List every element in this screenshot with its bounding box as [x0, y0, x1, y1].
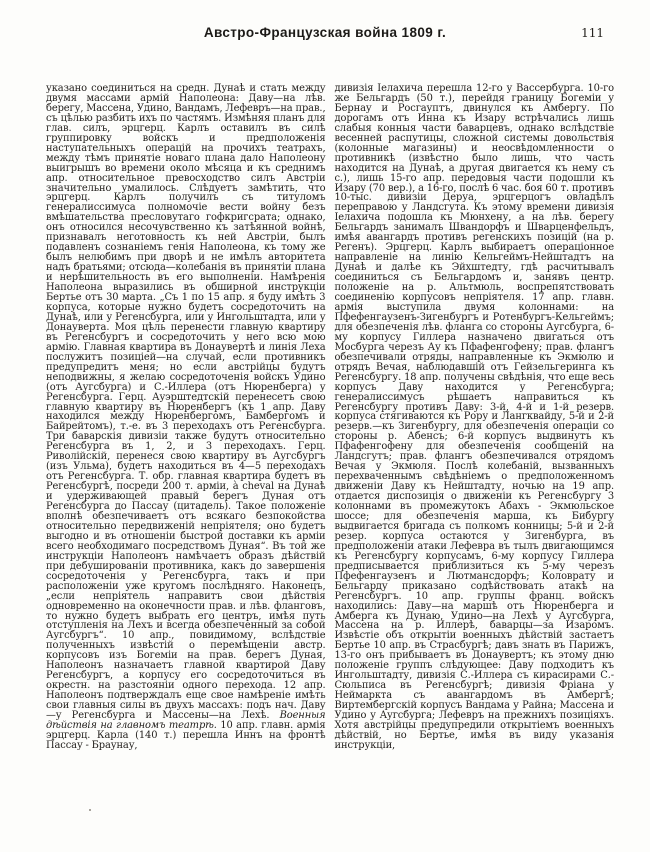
text-columns [46, 84, 614, 751]
running-title: Австро-Французская война 1809 г. [203, 25, 447, 40]
left-column [46, 84, 326, 751]
page-number: 111 [581, 26, 604, 40]
right-column [335, 84, 615, 751]
inline-section-heading: Военныя дѣйствія на главномъ театрѣ. [46, 710, 326, 731]
scan-speck [89, 809, 91, 811]
right-column-text: дивизія Іелахича перешла 12-го у Вассербурга. 10-го же Бельгардъ (50 т.), перейдя границу Богеміи у Бернау и Росгауптъ, двинулся къ Амбергу. По дорогамъ отъ Инна къ Изару встрѣчались лишь слабыя конныя части баварцевъ, однако вслѣдствіе весенней распутицы, сложной системы довольствія (колонные магазины) и неосвѣдомленности о противникѣ (извѣстно было лишь, что часть находится на Дунаѣ, а другая двигается къ нему съ с.), лишь 15-го апр. передовыя части подошли къ Изару (70 вер.), а 16-го, послѣ 6 час. боя 60 т. противъ 10-тыс. дивизіи Деруа, эрцгерцогъ овладѣлъ переправою у Ландсгута. Къ этому времени дивизія Іелахича подошла къ Мюнхену, а на лѣв. берегу Бельгардъ занималъ Швандорфъ и Шварценфельдъ, имѣя авангардъ противъ регенскихъ позицій (на р. Регенъ). Эрцгерц. Карлъ выбираетъ операціонное направленіе на линію Кельгеймъ-Нейштадтъ на Дунаѣ и далѣе къ Эйхштедту, гдѣ расчитывалъ соединиться съ Бельгардомъ и, занявъ центр. положеніе на р. Альтмюль, воспрепятствовать соединенію корпусовъ непріятеля. 17 апр. главн. армія выступила двумя колоннами: на Пфефенгаузенъ-Зигенбургъ и Ротенбургъ-Кельгеймъ; для обезпеченія лѣв. фланга со стороны Аугсбурга, 6-му корпусу Гиллера назначено двигаться отъ Мосбурга черезъ Ау къ Пфафенгофену; прав. флангъ обезпечивали отряды, направленные къ Экмюлю и отрядъ Вечая, наблюдавшій отъ Гейзельгеринга къ Регенсбургу. 18 апр. получены свѣдѣнія, что еще весь корпусъ Даву находится у Регенсбурга; генералиссимусъ рѣшаетъ направиться къ Регенсбургу противъ Даву: 3-й, 4-й и 1-й резерв. корпуса стягиваются къ Рору и Лангквайду, 5-й и 2-й резерв.—къ Зигенбургу, для обезпеченія операціи со стороны р. Абенсъ; 6-й корпусъ выдвинутъ къ Пфафенгофену для обезпеченія сообщеній на Ландсгутъ; прав. флангъ обезпечивался отрядомъ Вечая у Экмюля. Послѣ колебаній, вызванныхъ перехваченнымъ свѣдѣніемъ о предположенномъ движеніи Даву къ Нейштадту, ночью на 19 апр. отдается диспозиція о движеніи къ Регенсбургу 3 колоннами въ промежутокъ Абахъ - Экмюльское шоссе; для обезпеченія марша, къ Бибургу выдвигается бригада съ полкомъ конницы; 5-й и 2-й резер. корпуса остаются у Зигенбурга, въ предположеніи атаки Лефевра въ тылъ двигающимся къ Регенсбургу корпусамъ, 6-му корпусу Гиллера предписывается приблизиться къ 5-му черезъ Пфефенгаузенъ и Лютмансдорфъ; Коловрату и Бельгарду приказано содѣйствовать атакѣ на Регенсбургъ. 10 апр. группы франц. войскъ находились: Даву—на маршѣ отъ Нюренберга и Амберга къ Дунаю, Удино—на Лехѣ у Аугсбурга, Массена на р. Иллерѣ, баварцы—за Изаромъ. Извѣстіе объ открытіи военныхъ дѣйствій застаетъ Бертье 10 апр. въ Страсбургѣ; давъ знать въ Парижъ, 13-го онъ прибываетъ въ Донаувертъ; къ этому дню положеніе группъ слѣдующее: Даву подходитъ къ Ингольштадту, дивизія С.-Иллера съ кирасирами С.-Сюльписа въ Регенсбургѣ; дивизія Фріана у Неймаркта съ авангардомъ въ Амбергѣ; Виртембергскій корпусъ Вандама у Райна; Массена и Удино у Аугсбурга; Лефевръ на прежнихъ позиціяхъ. Хотя австрійцы предупредили открытіемъ военныхъ дѣйствій, но Бертье, имѣя въ виду указанія инструкціи, [334, 83, 614, 751]
left-column-text-continued: 10 апр. главн. армія эрцгерц. Карла (140 т.) перешла Иннъ на фронтѣ Пассау - Браунау, [46, 720, 326, 751]
left-column-text: указано соединиться на средн. Дунаѣ и стать между двумя массами армій Наполеона: Даву—на лѣв. берегу, Массена, Удино, Вандамъ, Лефевръ—на прав., съ цѣлью разбить ихъ по частямъ. Измѣняя планъ для глав. силъ, эрцгерц. Карлъ оставилъ въ силѣ группировку войскъ и предположенія наступательныхъ операцій на прочихъ театрахъ, между тѣмъ принятіе новаго плана дало Наполеону выигрышъ во времени около мѣсяца и къ среднимъ апр. относительное превосходство силъ Австріи значительно умалилось. Слѣдуетъ замѣтить, что эрцгерц. Карлъ получилъ съ титуломъ генералиссимуса полномочіе вести войну безъ вмѣшательства пресловутаго гофкригсрата; однако, онъ относился несочувственно къ затѣянной войнѣ, признавалъ неготовность къ ней Австріи, былъ подавленъ сознаніемъ генія Наполеона, къ тому же былъ нелюбимъ при дворѣ и не имѣлъ авторитета надъ братьями; отсюда—колебанія въ принятіи плана и нерѣшительность въ его выполненіи. Намѣренія Наполеона выразились въ обширной инструкціи Бертье отъ 30 марта. „Съ 1 по 15 апр. я буду имѣть 3 корпуса, которые нужно будетъ сосредоточить на Дунаѣ, или у Регенсбурга, или у Ингольштадта, или у Донауверта. Моя цѣль перенести главную квартиру въ Регенсбургъ и сосредоточить у него всю мою армію. Главная квартира въ Донаувертѣ и линія Леха послужитъ позиціей—на случай, если противникъ предупредитъ меня; но если австрійцы будутъ неподвижны, я желаю сосредоточенія войскъ Удино (отъ Аугсбурга) и С.-Иллера (отъ Нюренберга) у Регенсбурга. Герц. Ауэрштедтскій перенесетъ свою главную квартиру въ Нюренбергъ (къ 1 апр. Даву находился между Нюренбергомъ, Бамбергомъ и Байрейтомъ), т.-е. въ 3 переходахъ отъ Регенсбурга. Три баварскія дивизіи также будутъ относительно Регенсбурга въ 1, 2, и 3 переходахъ. Герц. Риволійскій, перенеся свою квартиру въ Аугсбургъ (изъ Ульма), будетъ находиться въ 4—5 переходахъ отъ Регенсбурга. Т. обр. главная квартира будетъ въ Регенсбургѣ, посреди 200 т. арміи, à cheval на Дунаѣ и удерживающей правый берегъ Дуная отъ Регенсбурга до Пассау (цитадель). Такое положеніе вполнѣ обезпечиваетъ отъ всякаго безпокойства относительно передвиженій непріятеля; оно будетъ выгодно и въ отношеніи быстрой доставки къ арміи всего необходимаго посредствомъ Дуная“. Въ той же инструкціи Наполеонъ намѣчаетъ образъ дѣйствій при дебушированіи противника, какъ до завершенія сосредоточенія у Регенсбурга, такъ и при расположеніи уже кругомъ послѣдняго. Наконецъ, „если непріятель направитъ свои дѣйствія одновременно на оконечности прав. и лѣв. фланговъ, то нужно будетъ выбрать его центръ, имѣя путь отступленія на Лехъ и всегда обезпеченный за собой Аугсбургъ“. 10 апр., повидимому, вслѣдствіе полученныхъ извѣстій о перемѣщеніи австр. корпусовъ изъ Богеміи на прав. берегъ Дуная, Наполеонъ назначаетъ главной квартирой Даву Регенсбургъ, а корпусу его сосредоточиться въ окрестн. на разстояніи одного перехода. 12 апр. Наполеонъ подтверждалъ еще свое намѣреніе имѣть свои главныя силы въ двухъ массахъ: подъ нач. Даву—у Регенсбурга и Массены—на Лехѣ. [46, 83, 326, 722]
